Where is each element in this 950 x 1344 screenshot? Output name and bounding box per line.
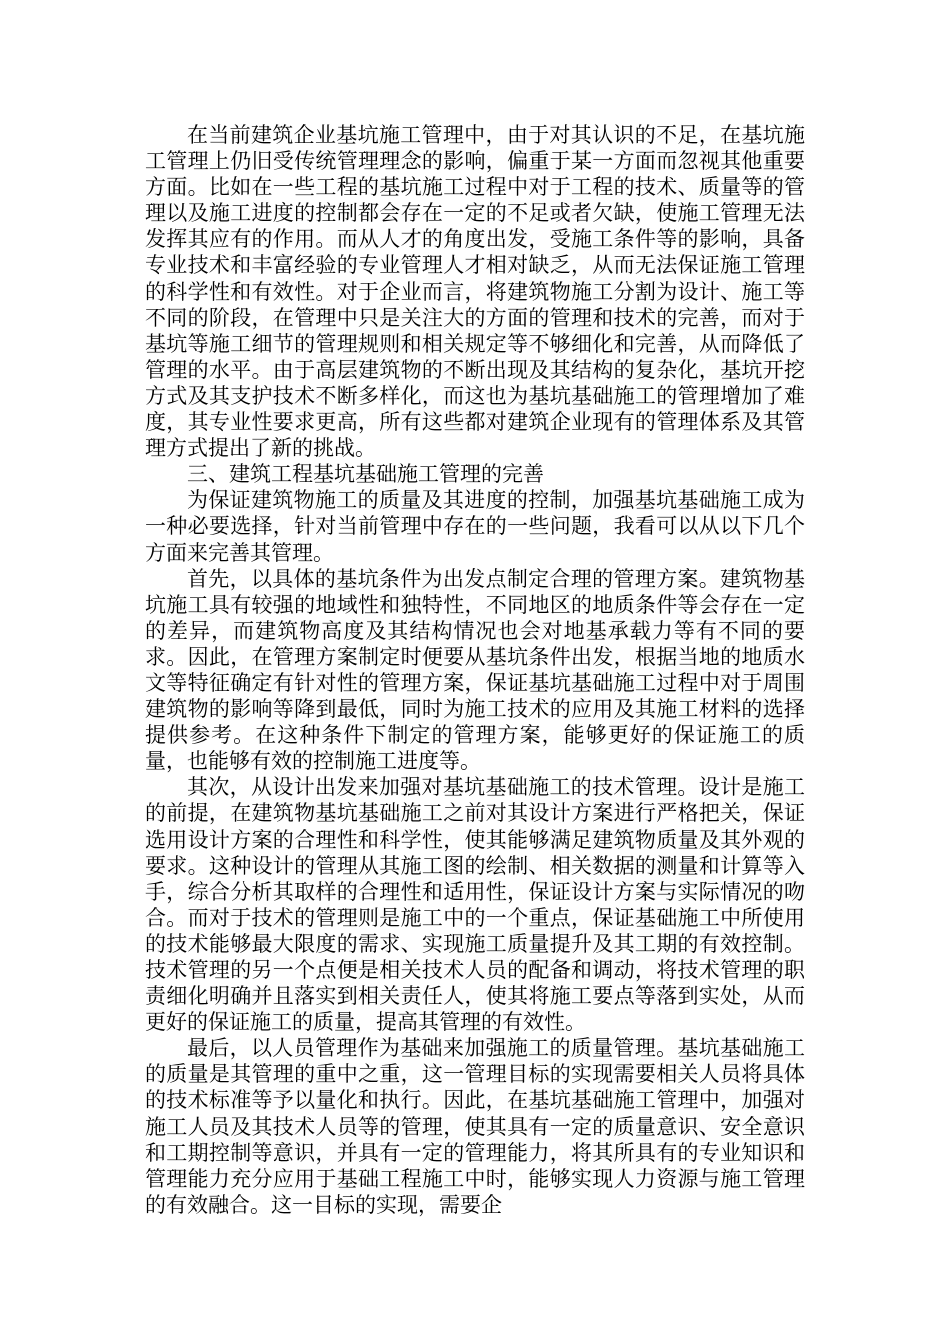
- paragraph-second: 其次，从设计出发来加强对基坑基础施工的技术管理。设计是施工的前提，在建筑物基坑基础施工之前对其设计方案进行严格把关，保证选用设计方案的合理性和科学性，使其能够满足建筑物质量及其外观的要求。这种设计的管理从其施工图的绘制、相关数据的测量和计算等入手，综合分析其取样的合理性和适用性，保证设计方案与实际情况的吻合。而对于技术的管理则是施工中的一个重点，保证基础施工中所使用的技术能够最大限度的需求、实现施工质量提升及其工期的有效控制。技术管理的另一个点便是相关技术人员的配备和调动，将技术管理的职责细化明确并且落实到相关责任人，使其将施工要点等落到实处，从而更好的保证施工的质量，提高其管理的有效性。: [145, 775, 805, 1035]
- paragraph-last: 最后，以人员管理作为基础来加强施工的质量管理。基坑基础施工的质量是其管理的重中之重，这一管理目标的实现需要相关人员将具体的技术标准等予以量化和执行。因此，在基坑基础施工管理中，加强对施工人员及其技术人员等的管理，使其具有一定的质量意识、安全意识和工期控制等意识，并具有一定的管理能力，将其所具有的专业知识和管理能力充分应用于基础工程施工中时，能够实现人力资源与施工管理的有效融合。这一目标的实现，需要企: [145, 1036, 805, 1217]
- section-heading: 三、建筑工程基坑基础施工管理的完善: [187, 462, 544, 487]
- paragraph-first: 首先，以具体的基坑条件为出发点制定合理的管理方案。建筑物基坑施工具有较强的地域性和独特性，不同地区的地质条件等会存在一定的差异，而建筑物高度及其结构情况也会对地基承载力等有不同的要求。因此，在管理方案制定时便要从基坑条件出发，根据当地的地质水文等特征确定有针对性的管理方案，保证基坑基础施工过程中对于周围建筑物的影响等降到最低，同时为施工技术的应用及其施工材料的选择提供参考。在这种条件下制定的管理方案，能够更好的保证施工的质量，也能够有效的控制施工进度等。: [145, 566, 805, 774]
- paragraph-challenges: 在当前建筑企业基坑施工管理中，由于对其认识的不足，在基坑施工管理上仍旧受传统管理理念的影响，偏重于某一方面而忽视其他重要方面。比如在一些工程的基坑施工过程中对于工程的技术、质量等的管理以及施工进度的控制都会存在一定的不足或者欠缺，使施工管理无法发挥其应有的作用。而从人才的角度出发，受施工条件等的影响，具备专业技术和丰富经验的专业管理人才相对缺乏，从而无法保证施工管理的科学性和有效性。对于企业而言，将建筑物施工分割为设计、施工等不同的阶段，在管理中只是关注大的方面的管理和技术的完善，而对于基坑等施工细节的管理规则和相关规定等不够细化和完善，从而降低了管理的水平。由于高层建筑物的不断出现及其结构的复杂化，基坑开挖方式及其支护技术不断多样化，而这也为基坑基础施工的管理增加了难度，其专业性要求更高，所有这些都对建筑企业现有的管理体系及其管理方式提出了新的挑战。: [145, 123, 805, 461]
- document-body: [145, 122, 805, 1218]
- paragraph-intro: 为保证建筑物施工的质量及其进度的控制，加强基坑基础施工成为一种必要选择，针对当前管理中存在的一些问题，我看可以从以下几个方面来完善其管理。: [145, 488, 805, 565]
